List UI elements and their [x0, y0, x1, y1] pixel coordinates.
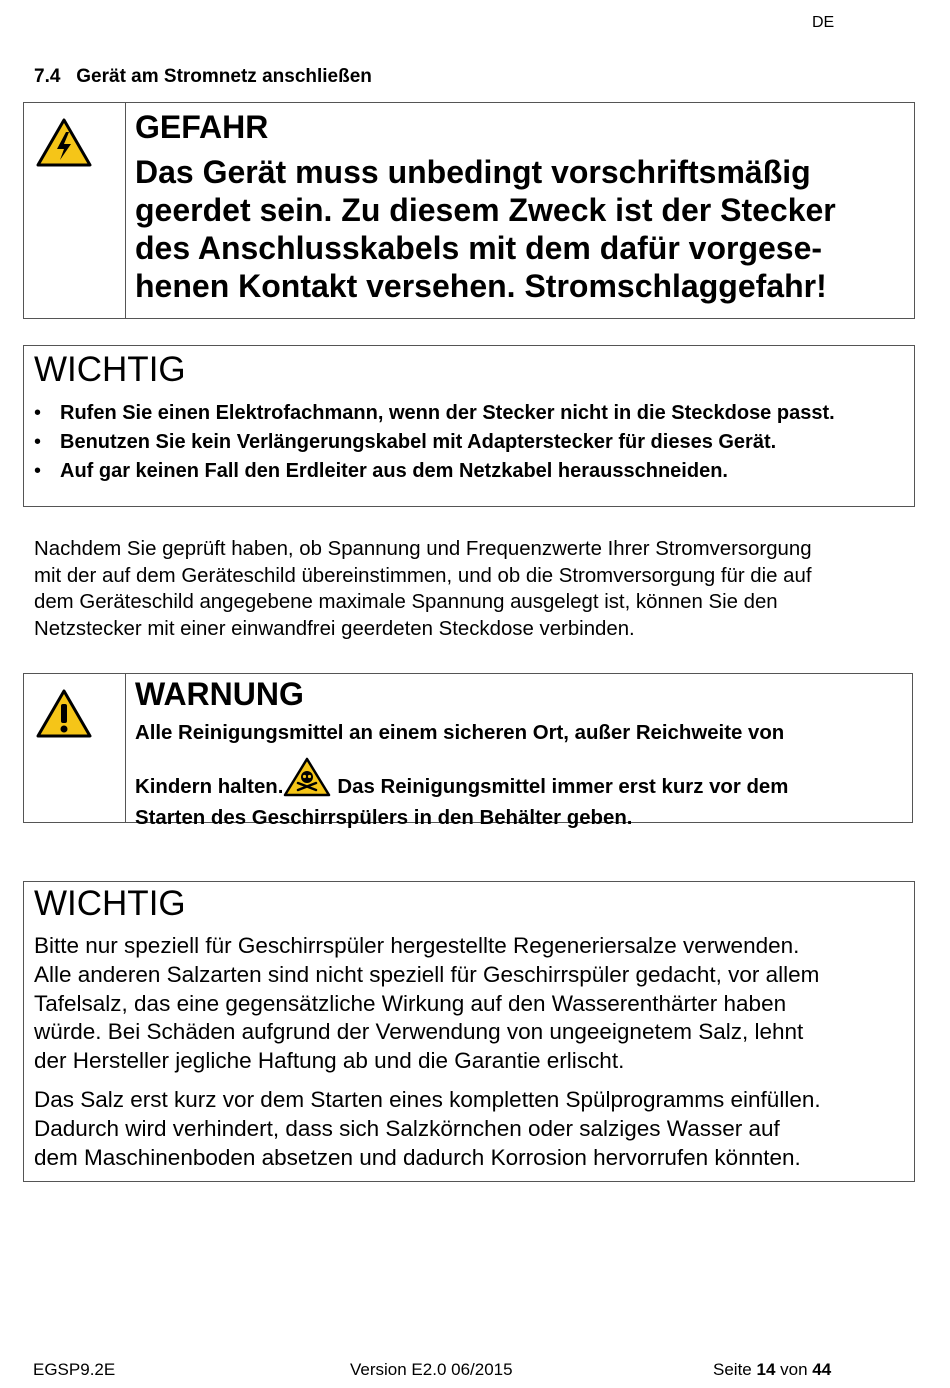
- danger-heading: GEFAHR: [135, 109, 269, 145]
- danger-content: [135, 103, 906, 305]
- important-box-1: [23, 345, 915, 507]
- paragraph-line: dem Geräteschild angegebene maximale Spannung ausgelegt ist, können Sie den: [34, 591, 778, 613]
- danger-line: geerdet sein. Zu diesem Zweck ist der Stecker: [135, 192, 836, 228]
- paragraph-line: Dadurch wird verhindert, dass sich Salzkörnchen oder salziges Wasser auf: [34, 1115, 780, 1141]
- page-total: 44: [812, 1360, 832, 1379]
- electric-hazard-icon: [35, 117, 93, 169]
- footer-page: [713, 1360, 831, 1380]
- warning-content: [135, 674, 904, 832]
- general-warning-icon: [35, 688, 93, 740]
- paragraph-line: Alle anderen Salzarten sind nicht speziell für Geschirrspüler gedacht, vor allem: [34, 961, 820, 987]
- important-heading: WICHTIG: [34, 350, 186, 389]
- warning-line-part: Kindern halten.: [135, 776, 284, 798]
- body-paragraph: [34, 536, 924, 642]
- page-mid: von: [780, 1360, 808, 1379]
- important-paragraph: [34, 1086, 906, 1172]
- warning-box: [23, 673, 913, 829]
- toxic-hazard-icon: [283, 757, 331, 805]
- danger-line: Das Gerät muss unbedingt vorschriftsmäßig: [135, 154, 811, 190]
- section-number: 7.4: [34, 66, 61, 87]
- warning-line: Alle Reinigungsmittel an einem sicheren Ort, außer Reichweite von: [135, 722, 785, 744]
- warning-heading: WARNUNG: [135, 676, 304, 712]
- footer-version: Version E2.0 06/2015: [350, 1360, 513, 1379]
- paragraph-line: würde. Bei Schäden aufgrund der Verwendung von ungeeignetem Salz, lehnt: [34, 1019, 804, 1045]
- list-item: • Auf gar keinen Fall den Erdleiter aus dem Netzkabel herausschneiden.: [60, 458, 914, 484]
- paragraph-line: Tafelsalz, das eine gegensätzliche Wirkung auf den Wasserenthärter haben: [34, 990, 787, 1016]
- paragraph-line: Das Salz erst kurz vor dem Starten eines kompletten Spülprogramms einfüllen.: [34, 1086, 821, 1112]
- paragraph-line: mit der auf dem Geräteschild übereinstimmen, und ob die Stromversorgung für die auf: [34, 564, 812, 587]
- warning-line: Starten des Geschirrspülers in den Behälter geben.: [135, 807, 633, 829]
- warning-line-part: Das Reinigungsmittel immer erst kurz vor dem: [337, 776, 789, 798]
- paragraph-line: Bitte nur speziell für Geschirrspüler hergestellte Regeneriersalze verwenden.: [34, 933, 800, 958]
- danger-icon-cell: [24, 103, 126, 318]
- paragraph-line: dem Maschinenboden absetzen und dadurch Korrosion hervorrufen könnten.: [34, 1144, 801, 1170]
- danger-line: henen Kontakt versehen. Stromschlaggefahr!: [135, 268, 827, 304]
- important-paragraph: [34, 932, 906, 1076]
- important-box-2: [23, 881, 915, 1182]
- page-number: 14: [756, 1360, 776, 1379]
- danger-box: [23, 102, 915, 319]
- footer-model: EGSP9.2E: [33, 1360, 116, 1379]
- important-list: [24, 400, 914, 484]
- language-code: DE: [812, 14, 835, 31]
- important-heading: WICHTIG: [34, 884, 186, 923]
- list-item: • Rufen Sie einen Elektrofachmann, wenn der Stecker nicht in die Steckdose passt.: [60, 400, 914, 426]
- page-prefix: Seite: [713, 1360, 752, 1379]
- list-item: • Benutzen Sie kein Verlängerungskabel mit Adapterstecker für dieses Gerät.: [60, 429, 914, 455]
- section-title: [34, 66, 372, 88]
- paragraph-line: der Hersteller jegliche Haftung ab und die Garantie erlischt.: [34, 1048, 625, 1074]
- warning-icon-cell: [24, 674, 126, 822]
- paragraph-line: Nachdem Sie geprüft haben, ob Spannung und Frequenzwerte Ihrer Stromversorgung: [34, 538, 812, 560]
- paragraph-line: Netzstecker mit einer einwandfrei geerdeten Steckdose verbinden.: [34, 617, 635, 640]
- danger-line: des Anschlusskabels mit dem dafür vorgese-: [135, 230, 823, 266]
- warning-line: [135, 757, 904, 805]
- section-title-text: Gerät am Stromnetz anschließen: [76, 66, 372, 87]
- danger-text: [135, 153, 906, 305]
